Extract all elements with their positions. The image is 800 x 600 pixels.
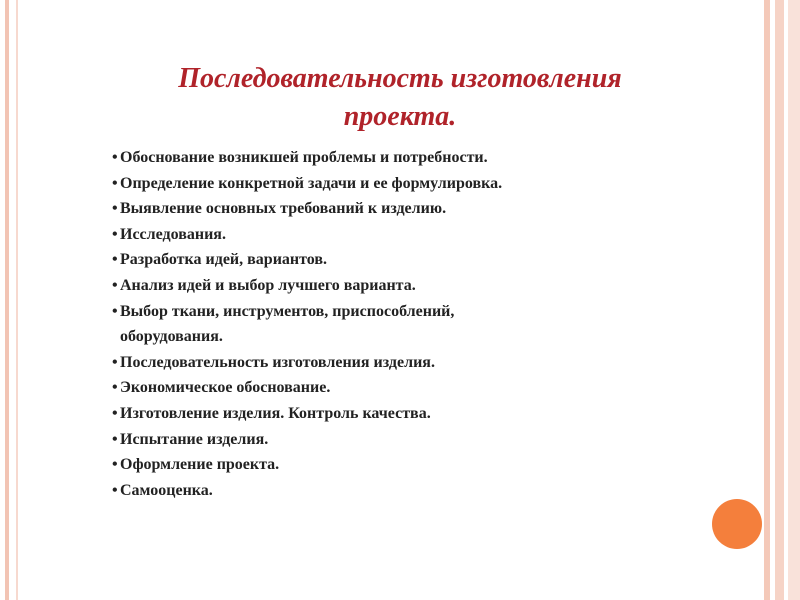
list-item-text: оборудования.	[120, 328, 223, 346]
bullet-dot: •	[112, 225, 118, 243]
list-item	[112, 273, 712, 299]
bullet-dot: •	[112, 456, 118, 474]
list-item	[112, 145, 712, 171]
list-item	[112, 427, 712, 453]
list-item-text: Выбор ткани, инструментов, приспособлений,	[120, 302, 455, 320]
list-item-continuation	[112, 324, 712, 350]
bullet-dot: •	[112, 353, 118, 371]
bullet-dot: •	[112, 379, 118, 397]
bullet-dot: •	[112, 200, 118, 218]
bullet-list	[112, 145, 712, 503]
slide-title-line-1: Последовательность изготовления	[178, 63, 622, 94]
list-item-text: Определение конкретной задачи и ее формулировка.	[120, 174, 503, 192]
right-border-stripe-1	[764, 0, 770, 600]
list-item-text: Выявление основных требований к изделию.	[120, 200, 447, 218]
bullet-dot: •	[112, 149, 118, 166]
right-border-stripe-2	[775, 0, 784, 600]
list-item	[112, 299, 712, 325]
list-item-text: Разработка идей, вариантов.	[120, 251, 328, 269]
list-item-text: Испытание изделия.	[120, 430, 269, 448]
list-item-text: Последовательность изготовления изделия.	[120, 353, 435, 371]
list-item	[112, 222, 712, 248]
list-item-text: Экономическое обоснование.	[120, 379, 331, 397]
list-item	[112, 452, 712, 478]
bullet-dot: •	[112, 481, 118, 499]
list-item	[112, 196, 712, 222]
bullet-dot: •	[112, 251, 118, 269]
list-item	[112, 247, 712, 273]
bullet-dot: •	[112, 404, 118, 422]
list-item-text: Изготовление изделия. Контроль качества.	[120, 404, 431, 422]
list-item-text: Исследования.	[120, 225, 226, 243]
list-item-text: Обоснование возникшей проблемы и потребности.	[120, 149, 488, 166]
orange-circle-decoration	[712, 499, 762, 549]
right-border-stripe-3	[788, 0, 800, 600]
list-item	[112, 401, 712, 427]
bullet-dot: •	[112, 276, 118, 294]
bullet-dot: •	[112, 430, 118, 448]
slide-title-line-2: проекта.	[343, 101, 457, 132]
list-item	[112, 478, 712, 504]
list-item	[112, 171, 712, 197]
left-border-inner-stripe	[16, 0, 18, 600]
list-item-text: Оформление проекта.	[120, 456, 280, 474]
list-item-text: Самооценка.	[120, 481, 213, 499]
bullet-dot: •	[112, 302, 118, 320]
bullet-dot: •	[112, 174, 118, 192]
list-item-text: Анализ идей и выбор лучшего варианта.	[120, 276, 416, 294]
list-item	[112, 375, 712, 401]
list-item	[112, 350, 712, 376]
left-border-stripe	[5, 0, 9, 600]
slide-title	[60, 60, 740, 136]
